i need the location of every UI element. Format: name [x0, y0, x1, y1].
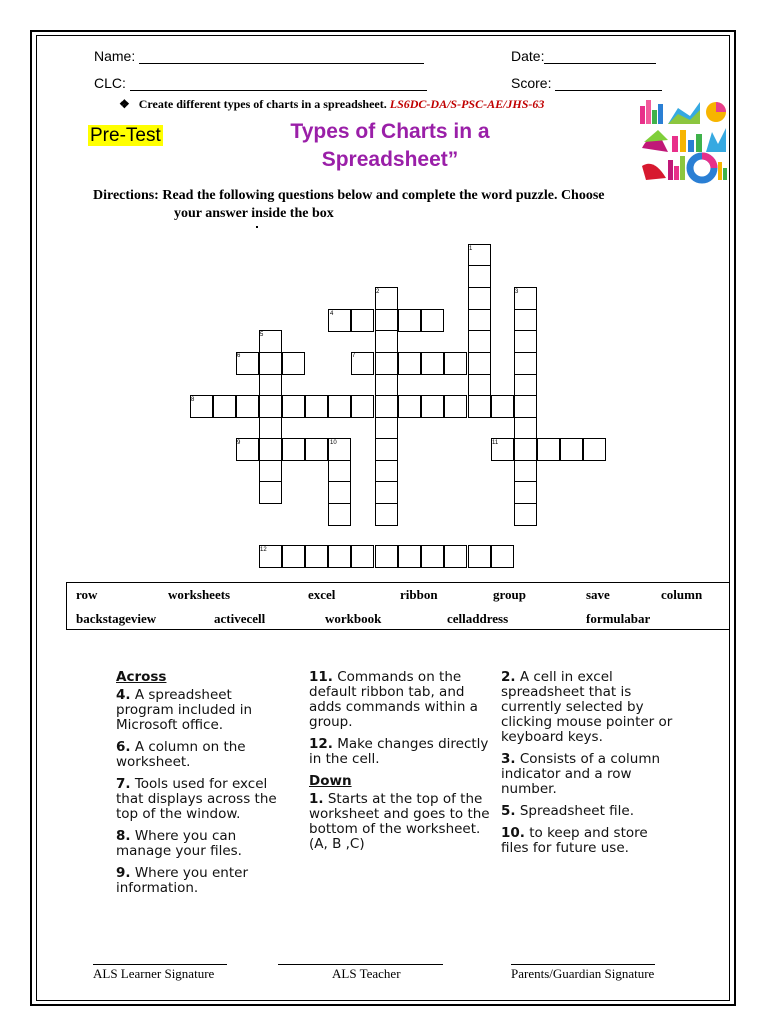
name-line[interactable] [139, 50, 424, 64]
crossword-cell[interactable] [468, 545, 491, 568]
crossword-cell[interactable] [468, 330, 491, 353]
crossword-cell[interactable] [514, 460, 537, 483]
crossword-cell[interactable] [375, 481, 398, 504]
word-bank-item: column [661, 587, 703, 602]
crossword-cell[interactable] [305, 438, 328, 461]
clues-column-1 [116, 670, 286, 896]
crossword-cell[interactable] [282, 438, 305, 461]
crossword-cell[interactable] [491, 545, 514, 568]
crossword-cell[interactable] [444, 545, 467, 568]
crossword-cell[interactable] [375, 330, 398, 353]
clue-number: 3 [515, 289, 519, 295]
crossword-cell[interactable] [259, 438, 282, 461]
clue-number: 9 [237, 440, 241, 446]
date-label: Date: [511, 48, 545, 64]
crossword-cell[interactable] [421, 395, 444, 418]
down-heading: Down [309, 773, 352, 789]
clue-number: 4 [330, 311, 334, 317]
crossword-cell[interactable] [282, 395, 305, 418]
clc-field[interactable] [94, 75, 427, 91]
crossword-cell[interactable] [259, 417, 282, 440]
crossword-cell[interactable] [375, 503, 398, 526]
crossword-cell[interactable] [514, 374, 537, 397]
crossword-cell[interactable] [375, 352, 398, 375]
crossword-cell[interactable] [398, 395, 421, 418]
title-line-2: Spreadsheet” [321, 148, 459, 171]
learner-signature-label: ALS Learner Signature [93, 966, 215, 981]
clue-number: 1 [469, 246, 473, 252]
crossword-cell[interactable] [259, 352, 282, 375]
score-label: Score: [511, 75, 552, 91]
crossword-cell[interactable] [351, 309, 374, 332]
dot-mark [256, 226, 258, 228]
objective [119, 97, 544, 112]
crossword-cell[interactable] [375, 395, 398, 418]
crossword-cell[interactable] [514, 438, 537, 461]
crossword-cell[interactable] [421, 352, 444, 375]
crossword-cell[interactable] [514, 330, 537, 353]
crossword-cell[interactable] [398, 352, 421, 375]
crossword-cell[interactable] [398, 545, 421, 568]
clc-line[interactable] [130, 77, 427, 91]
crossword-cell[interactable] [583, 438, 606, 461]
word-bank-item: worksheets [168, 587, 231, 602]
parent-signature-line[interactable] [511, 963, 655, 965]
name-field[interactable] [94, 48, 424, 64]
page-title [230, 118, 550, 174]
date-line[interactable] [544, 50, 656, 64]
crossword-cell[interactable] [537, 438, 560, 461]
word-bank-item: workbook [325, 611, 382, 626]
crossword-cell[interactable] [468, 287, 491, 310]
crossword-cell[interactable] [351, 395, 374, 418]
crossword-cell[interactable] [514, 309, 537, 332]
pretest-label: Pre-Test [90, 125, 161, 146]
crossword-cell[interactable] [305, 395, 328, 418]
word-bank-item: celladdress [447, 611, 509, 626]
clue-across-9: 9. Where you enter information. [116, 865, 248, 896]
title-line-1: Types of Charts in a [290, 120, 490, 143]
crossword-cell[interactable] [514, 503, 537, 526]
charts-clipart-icon [638, 96, 730, 184]
clue-across-8: 8. Where you can manage your files. [116, 828, 242, 859]
crossword-cell[interactable] [514, 352, 537, 375]
crossword-cell[interactable] [491, 395, 514, 418]
teacher-signature-label: ALS Teacher [332, 966, 401, 981]
crossword-cell[interactable] [375, 545, 398, 568]
clc-label: CLC: [94, 75, 126, 91]
crossword-cell[interactable] [375, 374, 398, 397]
learner-signature-line[interactable] [93, 963, 227, 965]
crossword-cell[interactable] [468, 265, 491, 288]
crossword-cell[interactable] [259, 374, 282, 397]
crossword-cell[interactable] [514, 417, 537, 440]
teacher-signature-line[interactable] [278, 963, 443, 965]
directions-line-2: your answer inside the box [174, 206, 334, 221]
clue-across-7: 7. Tools used for excel that displays across the top of the window. [116, 776, 277, 822]
crossword-cell[interactable] [305, 545, 328, 568]
clue-down-3: 3. Consists of a column indicator and a row number. [501, 751, 661, 797]
clue-down-2: 2. A cell in excel spreadsheet that is currently selected by clicking mouse pointer or keyboard keys. [501, 669, 673, 745]
crossword-cell[interactable] [468, 309, 491, 332]
word-bank-item: activecell [214, 611, 266, 626]
crossword-cell[interactable] [398, 309, 421, 332]
bullet-icon: ❖ [119, 97, 130, 111]
clue-down-10: 10. to keep and store files for future use. [501, 825, 648, 856]
crossword-cell[interactable] [328, 395, 351, 418]
parent-signature-label: Parents/Guardian Signature [511, 966, 655, 981]
directions-line-1: Directions: Read the following questions below and complete the word puzzle. Choose [93, 188, 605, 203]
crossword-cell[interactable] [282, 545, 305, 568]
clue-number: 11 [492, 440, 499, 446]
crossword-cell[interactable] [514, 395, 537, 418]
word-bank-item: row [76, 587, 98, 602]
across-heading: Across [116, 669, 167, 685]
clues-column-3 [501, 670, 679, 856]
crossword-cell[interactable] [375, 460, 398, 483]
word-bank-item: formulabar [586, 611, 651, 626]
crossword-cell[interactable] [213, 395, 236, 418]
clue-across-6: 6. A column on the worksheet. [116, 739, 246, 770]
clue-down-1: 1. Starts at the top of the worksheet and goes to the bottom of the worksheet. (A, B ,C) [309, 791, 490, 852]
clue-number: 7 [352, 353, 356, 359]
word-bank-item: save [586, 587, 610, 602]
clues-column-2 [309, 670, 493, 852]
crossword-cell[interactable] [468, 395, 491, 418]
crossword-cell[interactable] [560, 438, 583, 461]
objective-code: LS6DC-DA/S-PSC-AE/JHS-63 [389, 97, 545, 111]
objective-text: Create different types of charts in a spreadsheet. [138, 97, 387, 111]
crossword-cell[interactable] [328, 545, 351, 568]
date-field[interactable] [511, 48, 656, 64]
crossword-cell[interactable] [259, 460, 282, 483]
crossword-cell[interactable] [259, 395, 282, 418]
clue-across-12: 12. Make changes directly in the cell. [309, 736, 489, 767]
crossword-cell[interactable] [375, 438, 398, 461]
word-bank-item: ribbon [400, 587, 438, 602]
clue-number: 8 [191, 397, 195, 403]
word-bank-item: group [493, 587, 526, 602]
word-bank-item: backstageview [76, 611, 157, 626]
crossword-cell[interactable] [236, 395, 259, 418]
score-field[interactable] [511, 75, 662, 91]
crossword-cell[interactable] [468, 374, 491, 397]
crossword-cell[interactable] [375, 417, 398, 440]
crossword-cell[interactable] [444, 352, 467, 375]
crossword-cell[interactable] [421, 309, 444, 332]
word-bank-item: excel [308, 587, 336, 602]
clue-down-5: 5. Spreadsheet file. [501, 803, 635, 819]
name-label: Name: [94, 48, 136, 64]
crossword-cell[interactable] [328, 503, 351, 526]
clue-number: 10 [330, 440, 337, 446]
clue-number: 12 [260, 547, 267, 553]
crossword-cell[interactable] [444, 395, 467, 418]
crossword-cell[interactable] [259, 481, 282, 504]
clue-across-4: 4. A spreadsheet program included in Microsoft office. [116, 687, 252, 733]
crossword-cell[interactable] [282, 352, 305, 375]
crossword-cell[interactable] [421, 545, 444, 568]
crossword-cell[interactable] [351, 545, 374, 568]
crossword-cell[interactable] [328, 481, 351, 504]
clue-across-11: 11. Commands on the default ribbon tab, and adds commands within a group. [309, 669, 478, 730]
score-line[interactable] [555, 77, 662, 91]
crossword-cell[interactable] [468, 352, 491, 375]
crossword-cell[interactable] [375, 309, 398, 332]
clue-number: 6 [237, 353, 241, 359]
crossword-cell[interactable] [328, 460, 351, 483]
clue-number: 5 [260, 332, 264, 338]
crossword-cell[interactable] [514, 481, 537, 504]
clue-number: 2 [376, 289, 380, 295]
